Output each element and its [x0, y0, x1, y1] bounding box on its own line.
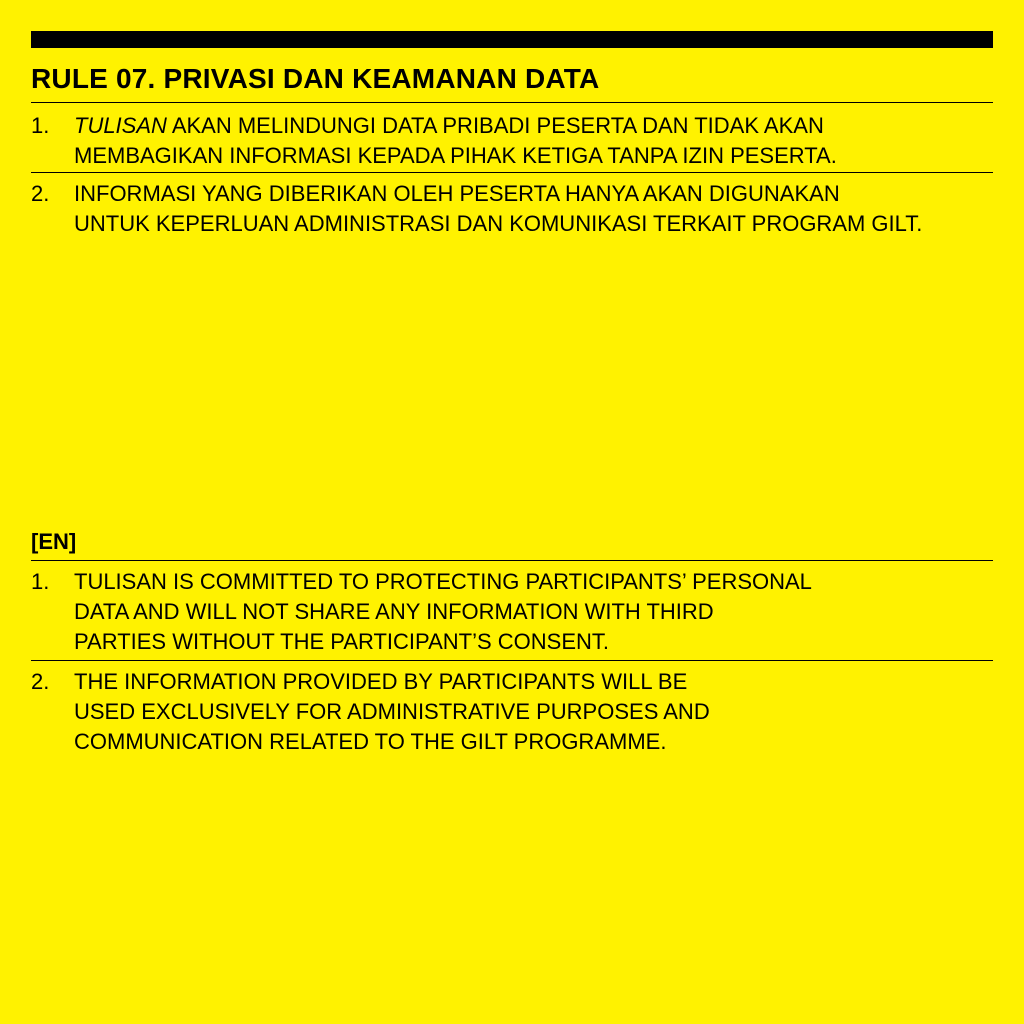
item-line: [74, 111, 837, 141]
item-text: [74, 179, 922, 239]
divider: [31, 172, 993, 173]
item-line: PARTIES WITHOUT THE PARTICIPANT’S CONSENT.: [74, 629, 609, 654]
item-text: [74, 111, 837, 171]
item-line: USED EXCLUSIVELY FOR ADMINISTRATIVE PURPOSES AND: [74, 699, 710, 724]
item-text: [74, 667, 710, 757]
item-number: 1.: [31, 113, 50, 138]
top-black-bar: [31, 31, 993, 48]
divider: [31, 660, 993, 661]
english-section-label: [EN]: [31, 529, 77, 554]
item-number: 1.: [31, 569, 50, 594]
item-line: INFORMASI YANG DIBERIKAN OLEH PESERTA HANYA AKAN DIGUNAKAN: [74, 181, 840, 206]
item-line: UNTUK KEPERLUAN ADMINISTRASI DAN KOMUNIKASI TERKAIT PROGRAM GILT.: [74, 211, 923, 236]
divider: [31, 560, 993, 561]
page-title: RULE 07. PRIVASI DAN KEAMANAN DATA: [31, 63, 600, 94]
item-line: DATA AND WILL NOT SHARE ANY INFORMATION WITH THIRD: [74, 599, 714, 624]
item-line: THE INFORMATION PROVIDED BY PARTICIPANTS WILL BE: [74, 669, 688, 694]
item-number: 2.: [31, 669, 50, 694]
divider: [31, 102, 993, 103]
item-number: 2.: [31, 181, 50, 206]
item-line: MEMBAGIKAN INFORMASI KEPADA PIHAK KETIGA TANPA IZIN PESERTA.: [74, 143, 837, 168]
brand-name-emphasis: TULISAN: [74, 113, 167, 138]
item-line: COMMUNICATION RELATED TO THE GILT PROGRAMME.: [74, 729, 667, 754]
item-line: TULISAN IS COMMITTED TO PROTECTING PARTICIPANTS’ PERSONAL: [74, 569, 812, 594]
item-line-rest: AKAN MELINDUNGI DATA PRIBADI PESERTA DAN TIDAK AKAN: [166, 113, 824, 138]
item-text: [74, 567, 812, 657]
